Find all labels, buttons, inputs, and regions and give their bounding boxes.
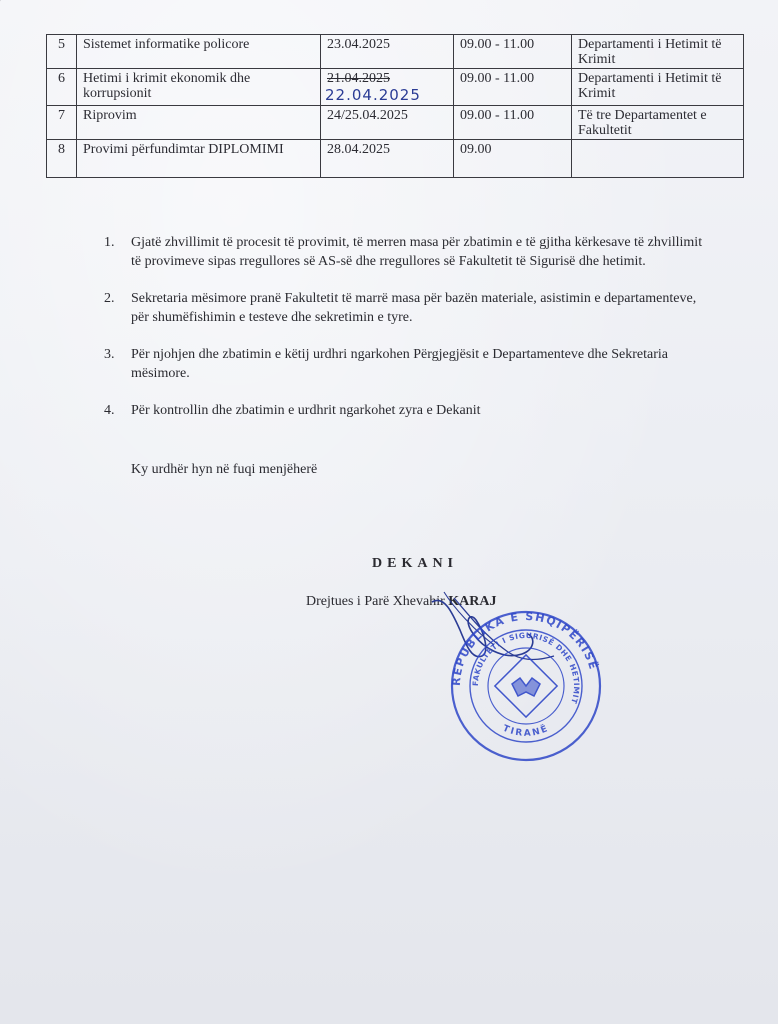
item-text: Sekretaria mësimore pranë Fakultetit të marrë masa për bazën materiale, asistimin e departamenteve, për shumëfishimin e testeve dhe sekretimin e tyre. [131,291,697,325]
item-text: Gjatë zhvillimit të procesit të provimit, të merren masa për zbatimin e të gjitha kërkesave të zhvillimit të provimeve sipas rregullores së AS-së dhe rregullores së Fakultetit të Sigurisë dhe hetimit. [131,235,703,269]
list-item [104,289,704,327]
subject-cell: Hetimi i krimit ekonomik dhe korrupsionit [77,69,321,106]
date-cell: 24/25.04.2025 [321,106,454,140]
date-cell: 28.04.2025 [321,140,454,178]
seal-lower-text: TIRANË [501,723,551,739]
time-cell: 09.00 - 11.00 [454,69,572,106]
row-number: 5 [47,35,77,69]
table-row [47,140,744,178]
item-number: 2. [104,291,115,306]
item-text: Për njohjen dhe zbatimin e këtij urdhri ngarkohen Përgjegjësit e Departamenteve dhe Sekretaria mësimore. [131,347,668,381]
dean-title: DEKANI [372,556,459,571]
table-row [47,35,744,69]
time-cell: 09.00 - 11.00 [454,106,572,140]
item-text: Për kontrollin dhe zbatimin e urdhrit ngarkohet zyra e Dekanit [131,403,481,418]
paper-fold-mark [0,0,61,30]
table-row [47,69,744,106]
department-cell [572,140,744,178]
svg-text:TIRANË [501,723,551,739]
time-cell: 09.00 [454,140,572,178]
exam-schedule-table [46,34,744,178]
effective-clause: Ky urdhër hyn në fuqi menjëherë [131,462,318,477]
signer-surname: KARAJ [448,594,497,609]
signer-prefix: Drejtues i Parë Xhevahir [306,594,445,609]
handwritten-date-correction: 22.04.2025 [325,86,421,104]
row-number: 6 [47,69,77,106]
seal-outer-text: REPUBLIKA E SHQIPËRISË [449,609,601,687]
official-seal [446,606,606,766]
item-number: 3. [104,347,115,362]
table-row [47,106,744,140]
row-number: 7 [47,106,77,140]
date-cell [321,69,454,106]
time-cell: 09.00 - 11.00 [454,35,572,69]
department-cell: Departamenti i Hetimit të Krimit [572,69,744,106]
list-item [104,401,704,420]
svg-text:FAKULTETI I SIGURISË DHE HETIM [471,631,581,706]
seal-inner-text: FAKULTETI I SIGURISË DHE HETIMIT [470,630,582,706]
subject-cell: Provimi përfundimtar DIPLOMIMI [77,140,321,178]
item-number: 1. [104,235,115,250]
row-number: 8 [47,140,77,178]
date-cell: 23.04.2025 [321,35,454,69]
struck-date: 21.04.2025 [327,71,390,86]
eagle-emblem-icon [495,655,557,717]
provisions-list [104,233,704,438]
department-cell: Të tre Departamentet e Fakultetit [572,106,744,140]
list-item [104,345,704,383]
department-cell: Departamenti i Hetimit të Krimit [572,35,744,69]
subject-cell: Riprovim [77,106,321,140]
list-item [104,233,704,271]
item-number: 4. [104,403,115,418]
subject-cell: Sistemet informatike policore [77,35,321,69]
